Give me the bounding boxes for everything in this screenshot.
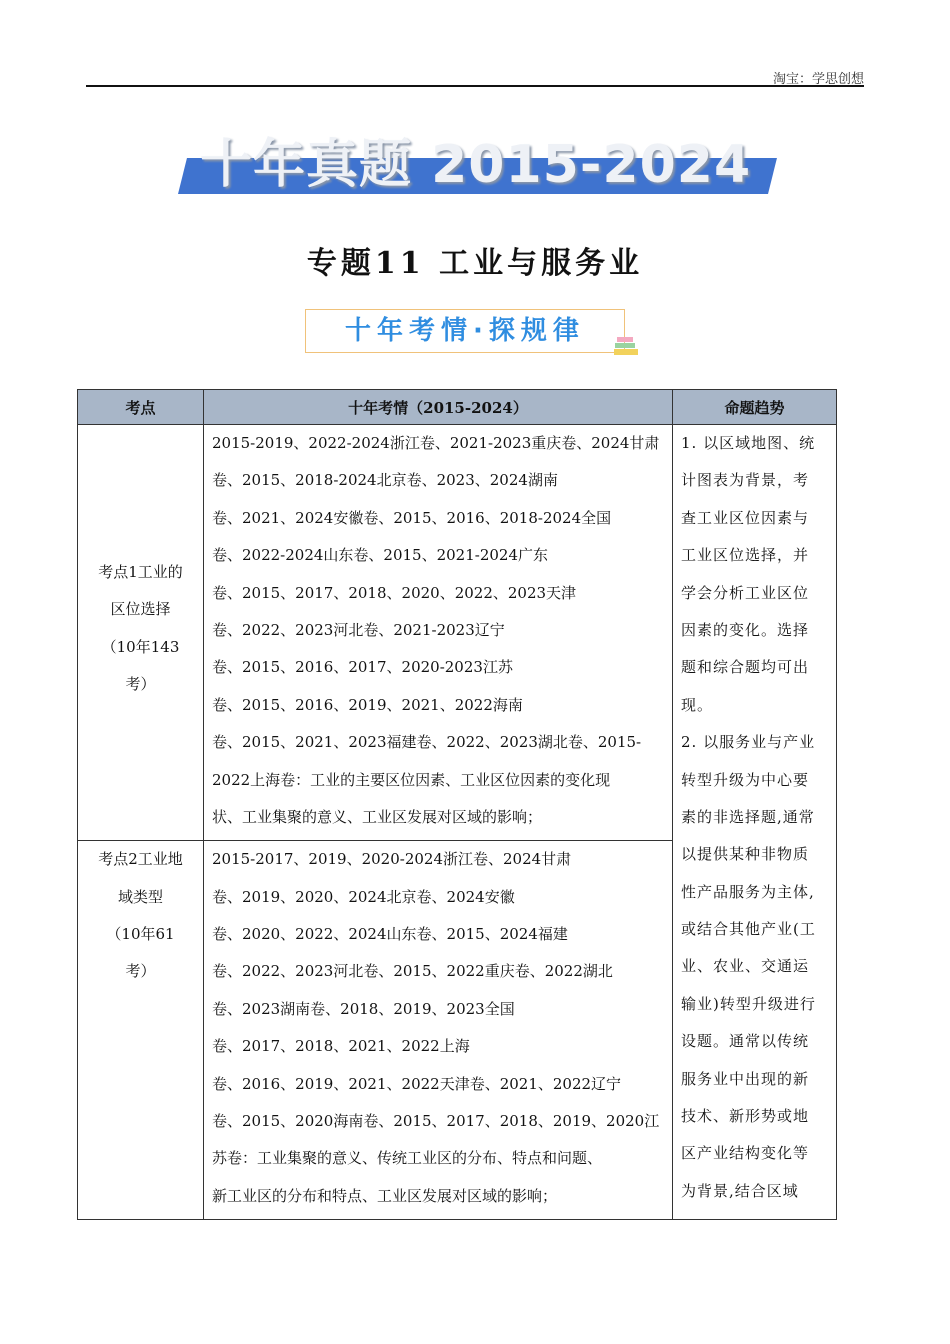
trend-line: 性产品服务为主体, — [681, 882, 815, 901]
history-line: 2015-2017、2019、2020-2024浙江卷、2024甘肃 — [212, 850, 572, 869]
trend-line: 工业区位选择，并 — [681, 546, 810, 565]
trend-line: 或结合其他产业(工 — [681, 920, 816, 939]
table-header-row — [78, 390, 837, 425]
history-line: 卷、2017、2018、2021、2022上海 — [212, 1037, 470, 1056]
point-line: 域类型 — [117, 887, 163, 906]
point-line: 区位选择 — [110, 600, 171, 619]
header-rule — [86, 85, 864, 87]
point-line: （10年143 — [101, 637, 180, 656]
section-tag — [305, 309, 625, 353]
trend-line: 为背景,结合区域 — [681, 1181, 799, 1200]
history-cell — [204, 425, 673, 841]
history-line: 2015-2019、2022-2024浙江卷、2021-2023重庆卷、2024甘肃 — [212, 434, 660, 452]
trend-line: 转型升级为中心要 — [681, 770, 810, 789]
history-line: 卷、2020、2022、2024山东卷、2015、2024福建 — [212, 925, 568, 944]
trend-line: 素的非选择题,通常 — [681, 807, 815, 826]
history-line: 卷、2015、2016、2017、2020-2023江苏 — [212, 658, 513, 677]
history-line: 卷、2022、2023河北卷、2021-2023辽宁 — [212, 620, 505, 639]
trend-line: 因素的变化。选择 — [681, 620, 810, 639]
history-line: 新工业区的分布和特点、工业区发展对区域的影响； — [212, 1186, 558, 1205]
history-line: 状、工业集聚的意义、工业区发展对区域的影响； — [212, 807, 543, 826]
history-line: 卷、2022-2024山东卷、2015、2021-2024广东 — [212, 546, 549, 565]
trend-line: 查工业区位因素与 — [681, 508, 810, 527]
history-line: 卷、2021、2024安徽卷、2015、2016、2018-2024全国 — [212, 508, 612, 527]
history-line: 卷、2015、2020海南卷、2015、2017、2018、2019、2020江 — [212, 1112, 660, 1131]
history-line: 卷、2023湖南卷、2018、2019、2023全国 — [212, 999, 515, 1018]
history-line: 卷、2015、2016、2019、2021、2022海南 — [212, 695, 523, 714]
trend-line: 计图表为背景，考 — [681, 471, 810, 490]
point-cell — [78, 841, 204, 1220]
point-line: （10年61 — [106, 925, 175, 944]
history-line: 苏卷：工业集聚的意义、传统工业区的分布、特点和问题、 — [212, 1149, 603, 1168]
section-tag-label: 十年考情·探规律 — [345, 316, 585, 346]
trend-line: 1. 以区域地图、统 — [681, 434, 816, 452]
point-line: 考） — [125, 675, 156, 694]
trend-line: 技术、新形势或地 — [681, 1107, 810, 1126]
trend-line: 输业)转型升级进行 — [681, 994, 816, 1013]
history-line: 卷、2015、2021、2023福建卷、2022、2023湖北卷、2015- — [212, 733, 642, 752]
table-row — [78, 425, 837, 841]
header-trend: 命题趋势 — [673, 390, 837, 425]
history-line: 卷、2015、2017、2018、2020、2022、2023天津 — [212, 583, 577, 602]
point-cell — [78, 425, 204, 841]
subject-title: 专题11 工业与服务业 — [306, 246, 644, 281]
trend-line: 设题。通常以传统 — [681, 1032, 810, 1051]
trend-line: 以提供某种非物质 — [681, 845, 810, 864]
history-cell — [204, 841, 673, 1220]
trend-line: 服务业中出现的新 — [681, 1069, 810, 1088]
trend-line: 区产业结构变化等 — [681, 1144, 810, 1163]
point-line: 考） — [125, 962, 156, 981]
exam-analysis-table — [77, 389, 837, 1220]
header-history: 十年考情（2015-2024） — [204, 390, 673, 425]
history-line: 卷、2015、2018-2024北京卷、2023、2024湖南 — [212, 471, 558, 490]
books-icon — [614, 335, 640, 357]
trend-cell — [673, 425, 837, 1220]
trend-line: 学会分析工业区位 — [681, 583, 810, 602]
history-line: 卷、2019、2020、2024北京卷、2024安徽 — [212, 887, 515, 906]
history-line: 卷、2016、2019、2021、2022天津卷、2021、2022辽宁 — [212, 1074, 622, 1093]
trend-line: 题和综合题均可出 — [681, 658, 810, 677]
header-point: 考点 — [78, 390, 204, 425]
history-line: 卷、2022、2023河北卷、2015、2022重庆卷、2022湖北 — [212, 962, 613, 981]
point-line: 考点1工业的 — [98, 562, 183, 581]
banner-title: 十年真题 2015-2024 — [200, 135, 752, 195]
trend-line: 现。 — [681, 695, 714, 714]
history-line: 2022上海卷：工业的主要区位因素、工业区位因素的变化现 — [212, 770, 611, 789]
trend-line: 2. 以服务业与产业 — [681, 733, 816, 752]
trend-line: 业、农业、交通运 — [681, 957, 810, 976]
header-source: 淘宝：学思创想 — [772, 72, 864, 87]
point-line: 考点2工业地 — [98, 850, 183, 869]
